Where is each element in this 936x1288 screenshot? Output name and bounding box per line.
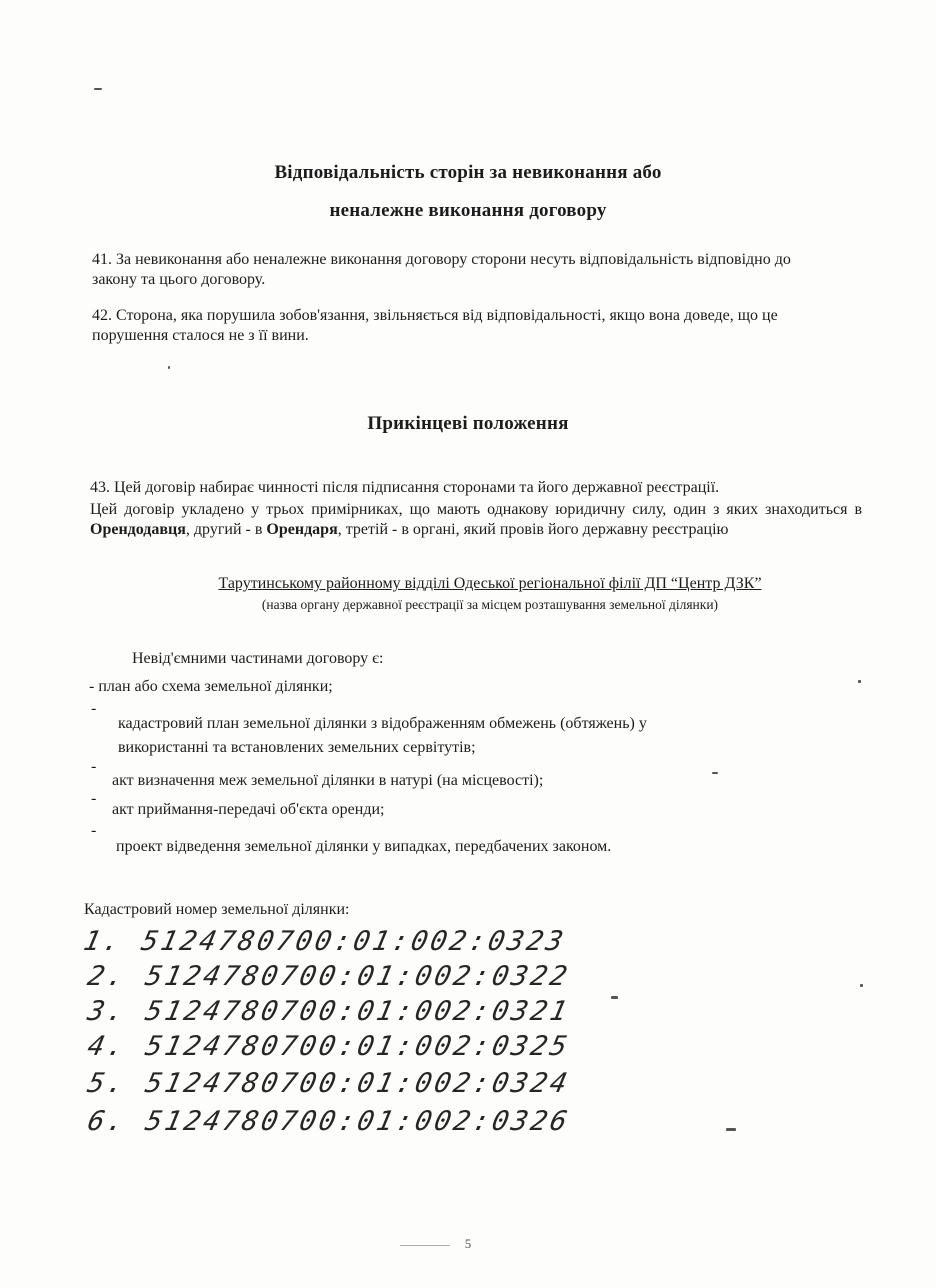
scan-speck [94, 88, 102, 90]
cadastral-number-handwritten: 1. 5124780700:01:002:0323 [80, 926, 569, 957]
bullet-dash: - [91, 822, 97, 839]
scan-speck [168, 366, 170, 369]
scan-speck [860, 984, 863, 987]
section-heading-final-provisions: Прикінцеві положення [367, 413, 569, 434]
cadastral-number-handwritten: 6. 5124780700:01:002:0326 [84, 1106, 573, 1137]
annex-item-allocation-project: проект відведення земельної ділянки у випадках, передбачених законом. [116, 838, 612, 855]
scan-speck [858, 680, 861, 683]
lessor-term: Орендодавця [90, 521, 186, 538]
registry-organ-caption: (назва органу державної реєстрації за місцем розташування земельної ділянки) [261, 597, 719, 612]
cadastral-number-handwritten: 5. 5124780700:01:002:0324 [84, 1068, 573, 1099]
annexes-intro: Невід'ємними частинами договору є: [132, 650, 384, 667]
section-heading-liability-line2: неналежне виконання договору [329, 200, 607, 221]
annex-item-plan: - план або схема земельної ділянки; [89, 678, 333, 695]
scan-speck [726, 1128, 736, 1131]
bullet-dash: - [91, 790, 97, 807]
cadastral-number-handwritten: 2. 5124780700:01:002:0322 [84, 961, 573, 992]
registry-organ-name: Тарутинському районному відділі Одеської регіональної філії ДП “Центр ДЗК” [218, 575, 762, 592]
annex-item-boundary-act: акт визначення меж земельної ділянки в натурі (на місцевості); [112, 772, 544, 789]
annex-item-cadastral-plan: кадастровий план земельної ділянки з відображенням обмежень (обтяжень) у [118, 715, 647, 732]
cadastral-number-handwritten: 4. 5124780700:01:002:0325 [84, 1031, 573, 1062]
section-heading-liability-line1: Відповідальність сторін за невиконання або [274, 162, 662, 183]
bullet-dash: - [91, 758, 97, 775]
cadastral-label: Кадастровий номер земельної ділянки: [84, 901, 350, 918]
lessee-term: Орендаря [266, 521, 338, 538]
copies-text-2: , другий - в [185, 521, 267, 538]
clause-41: 41. За невиконання або неналежне виконання договору сторони несуть відповідальність відповідно до закону та цього договору. [92, 251, 791, 288]
clause-43: 43. Цей договір набирає чинності після підписання сторонами та його державної реєстрації. [90, 479, 720, 496]
cadastral-number-handwritten: 3. 5124780700:01:002:0321 [84, 996, 573, 1027]
page-number: 5 [464, 1236, 472, 1251]
scan-speck [712, 772, 718, 774]
scan-speck [611, 996, 618, 999]
annex-item-cadastral-plan-cont: використанні та встановлених земельних сервітутів; [118, 739, 476, 756]
bullet-dash: - [91, 700, 97, 717]
annex-item-transfer-act: акт приймання-передачі об'єкта оренди; [112, 801, 385, 818]
copies-text-3: , третій - в органі, який провів його державну реєстрацію [337, 521, 729, 538]
copies-paragraph [90, 500, 862, 540]
copies-text-1: Цей договір укладено у трьох примірниках, що мають однакову юридичну силу, один з яких знаходиться в [90, 501, 862, 518]
clause-42: 42. Сторона, яка порушила зобов'язання, звільняється від відповідальності, якщо вона доведе, що це порушення сталося не з її вини. [92, 307, 778, 344]
